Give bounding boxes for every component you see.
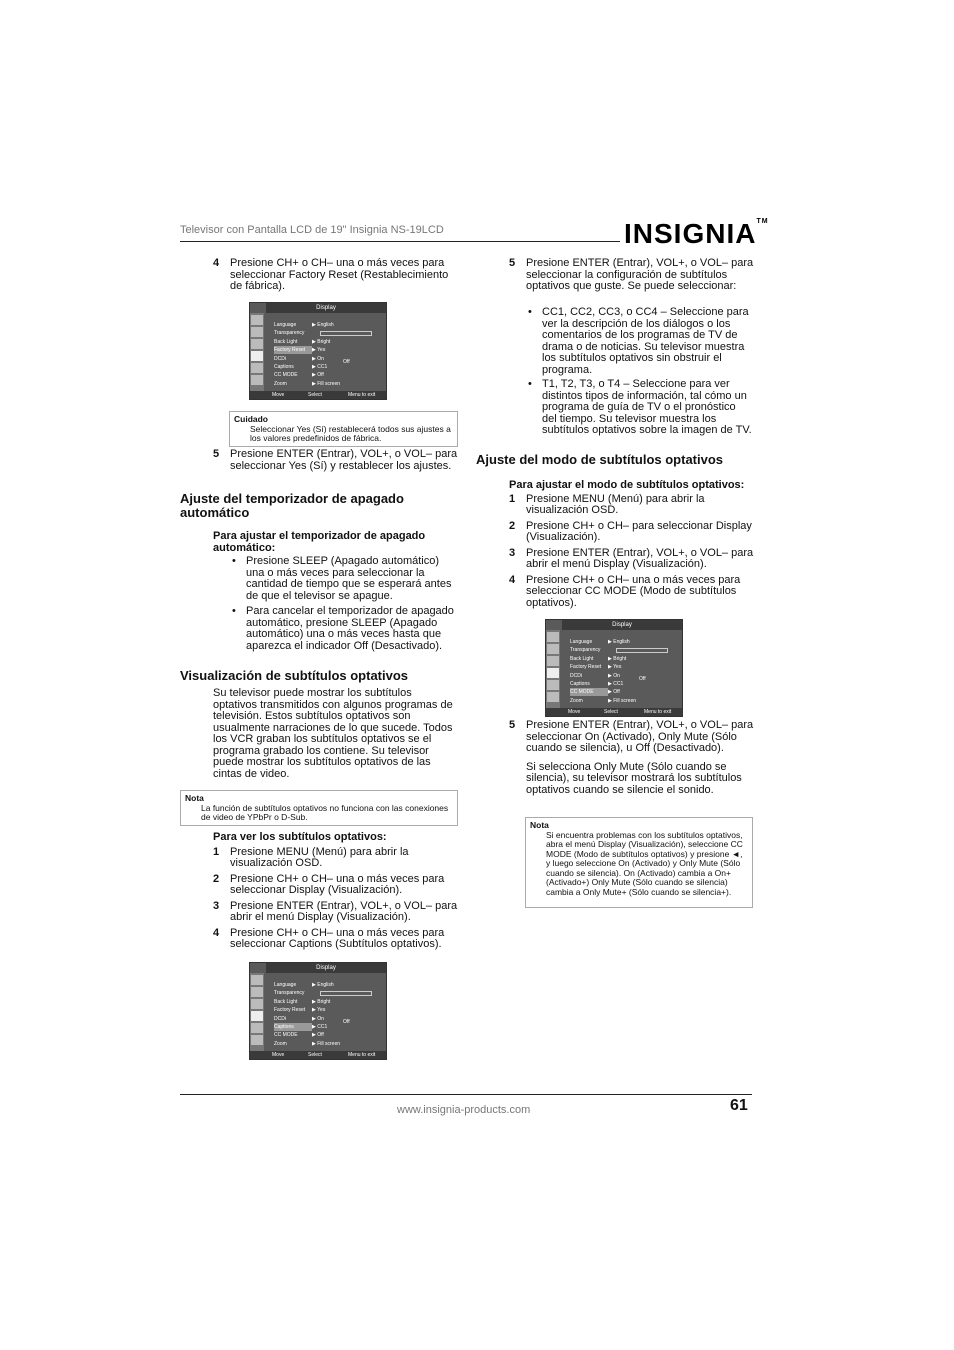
caution-text: Seleccionar Yes (Sí) restablecerá todos sus ajustes a los valores predefinidos de fábrica.: [250, 423, 451, 443]
osd-side-icon: [547, 632, 559, 642]
subheading-caption-mode: Para ajustar el modo de subtítulos optativos:: [509, 479, 745, 491]
osd-title: Display: [266, 963, 386, 973]
osd-row: Zoom: [274, 1040, 287, 1047]
header-title: Televisor con Pantalla LCD de 19" Insignia NS-19LCD: [180, 224, 444, 236]
osd-footer: Move Select Menu to exit: [250, 391, 386, 399]
osd-transparency-bar: [616, 648, 668, 653]
osd-sidebar: [546, 630, 560, 708]
subheading-view-captions: Para ver los subtítulos optativos:: [213, 831, 387, 843]
osd-row: Factory Reset: [570, 664, 602, 671]
note-label-right: Nota: [530, 820, 549, 830]
osd-value: ▶ English: [312, 322, 334, 328]
osd-side-icon: [251, 339, 263, 349]
caution-label: Cuidado: [234, 414, 268, 424]
osd-value: ▶ Bright: [312, 998, 331, 1005]
osd-side-icon: [547, 680, 559, 690]
osd-footer: Move Select Menu to exit: [250, 1051, 386, 1059]
osd-side-icon: [547, 644, 559, 654]
osd-side-icon: [251, 363, 263, 373]
osd-row: Transparency: [570, 647, 601, 654]
note-label: Nota: [185, 793, 204, 803]
osd-row: Back Light: [274, 998, 298, 1005]
view-step-1: 1 Presione MENU (Menú) para abrir la visualización OSD.: [213, 845, 409, 869]
osd-value: ▶ Yes: [312, 1007, 326, 1014]
osd-row: Zoom: [570, 697, 583, 704]
osd-value: ▶ CC1: [608, 681, 624, 687]
osd-value: ▶ Yes: [312, 347, 326, 354]
osd-row: DCDi: [570, 672, 582, 679]
osd-screenshot-factory-reset: [249, 302, 387, 400]
osd-row: Back Light: [274, 338, 298, 345]
osd-value: ▶ Fill screen: [608, 697, 637, 704]
osd-side-icon: [547, 692, 559, 702]
heading-sleep-timer: Ajuste del temporizador de apagado automático: [180, 491, 404, 520]
osd-side-icon: [251, 987, 263, 997]
osd-footer: Move Select Menu to exit: [546, 708, 682, 716]
mode-step-1: 1 Presione MENU (Menú) para abrir la visualización OSD.: [509, 492, 705, 516]
osd-row: Captions: [570, 681, 590, 687]
osd-off-label: Off: [343, 1018, 350, 1025]
heading-caption-mode: Ajuste del modo de subtítulos optativos: [476, 452, 724, 467]
osd-row: DCDi: [274, 1015, 286, 1022]
osd-value: ▶ On: [312, 1015, 324, 1022]
osd-value: ▶ Bright: [312, 338, 331, 345]
osd-value: ▶ On: [312, 355, 324, 362]
osd-row: Zoom: [274, 380, 287, 387]
osd-transparency-bar: [320, 331, 372, 336]
osd-side-icon: [251, 351, 263, 361]
view-step-2: 2 Presione CH+ o CH– una o más veces para seleccionar Display (Visualización).: [213, 872, 445, 896]
osd-side-icon: [251, 375, 263, 385]
header-rule: [180, 241, 620, 242]
osd-row: CC MODE: [570, 688, 608, 696]
bullet-cc-modes: • CC1, CC2, CC3, o CC4 – Seleccione para ver la descripción de los diálogos o los comentarios de los programas de TV de drama o de noticias. Su televisor muestra los subtítulos optativos sin obstruir el programa.: [528, 306, 749, 376]
osd-title: Display: [266, 303, 386, 313]
osd-side-icon: [547, 656, 559, 666]
caution-box: [229, 411, 458, 447]
mode-step-4: 4 Presione CH+ o CH– una o más veces para seleccionar CC MODE (Modo de subtítulos optativos).: [509, 573, 741, 609]
osd-value: ▶ Fill screen: [312, 380, 341, 387]
osd-side-icon: [547, 668, 559, 678]
osd-row: Language: [274, 982, 297, 988]
osd-side-icon: [251, 327, 263, 337]
osd-row: Back Light: [570, 655, 594, 662]
osd-sidebar: [250, 313, 264, 391]
paragraph-only-mute: Si selecciona Only Mute (Sólo cuando se silencia), su televisor mostrará los subtítulos optativos cuando se silencie el sonido.: [526, 760, 742, 796]
osd-screenshot-cc-mode: [545, 619, 683, 717]
note-box-ypbpr: [180, 790, 458, 826]
step-5-select-caption: 5 Presione ENTER (Entrar), VOL+, o VOL– para seleccionar la configuración de subtítulos optativos que guste. Se puede seleccionar:: [509, 257, 754, 292]
note-text: La función de subtítulos optativos no funciona con las conexiones de video de YPbPr o D-Sub.: [201, 802, 449, 822]
osd-transparency-bar: [320, 991, 372, 996]
osd-value: ▶ Off: [312, 1032, 324, 1039]
note-text-right: Si encuentra problemas con los subtítulos optativos, abra el menú Display (Visualización), seleccione CC MODE (Modo de subtítulos optativos) y presione ◄, y luego seleccione On (Activado) y Only Mute (Sólo cuando se silencia). On (Activado) cambia a On+ (Activado+) Only Mute (Sólo cuando se silencia) cambia a Only Mute+ (Sólo cuando se silencia+).: [546, 829, 743, 897]
osd-row: Captions: [274, 1023, 312, 1031]
footer-rule: [180, 1094, 752, 1095]
osd-row: Factory Reset: [274, 1007, 306, 1014]
insignia-logo: INSIGNIA™: [624, 218, 769, 249]
osd-row: CC MODE: [274, 372, 298, 379]
footer-url: www.insignia-products.com: [397, 1104, 531, 1116]
osd-row: Transparency: [274, 990, 305, 997]
osd-value: ▶ Bright: [608, 655, 627, 662]
osd-value: ▶ English: [608, 639, 630, 645]
osd-side-icon: [251, 999, 263, 1009]
osd-off-label: Off: [639, 675, 646, 682]
osd-off-label: Off: [343, 358, 350, 365]
bullet-sleep-set: • Presione SLEEP (Apagado automático) una o más veces para seleccionar la cantidad de tiempo que se esperará antes de que el televisor se apague.: [232, 555, 452, 602]
step-5-reset: 5 Presione ENTER (Entrar), VOL+, o VOL– para seleccionar Yes (Sí) y restablecer los ajustes.: [213, 448, 458, 472]
osd-row: Factory Reset: [274, 346, 312, 354]
mode-step-5: 5 Presione ENTER (Entrar), VOL+, o VOL– para seleccionar On (Activado), Only Mute (Sólo cuando se silencia), u Off (Desactivado).: [509, 719, 754, 754]
osd-side-icon: [251, 1035, 263, 1045]
osd-row: DCDi: [274, 355, 286, 362]
osd-value: ▶ Fill screen: [312, 1040, 341, 1047]
bullet-t-modes: • T1, T2, T3, o T4 – Seleccione para ver distintos tipos de información, tal cómo un programa de guía de TV o el pronóstico del tiempo. Su televisor muestra los subtítulos optativos sobre la imagen de TV.: [528, 378, 752, 436]
osd-side-icon: [251, 1011, 263, 1021]
mode-step-2: 2 Presione CH+ o CH– para seleccionar Display (Visualización).: [509, 519, 752, 543]
osd-value: ▶ Off: [312, 372, 324, 379]
osd-value: ▶ Yes: [608, 664, 622, 671]
osd-side-icon: [251, 975, 263, 985]
osd-value: ▶ On: [608, 672, 620, 679]
osd-row: Transparency: [274, 330, 305, 337]
osd-value: ▶ CC1: [312, 364, 328, 370]
osd-side-icon: [251, 1023, 263, 1033]
osd-sidebar: [250, 973, 264, 1051]
osd-value: ▶ CC1: [312, 1024, 328, 1030]
note-box-troubleshoot: [525, 817, 753, 908]
subheading-sleep: Para ajustar el temporizador de apagado automático:: [213, 530, 426, 554]
osd-row: Language: [274, 322, 297, 328]
step-4-factory-reset: 4 Presione CH+ o CH– una o más veces para seleccionar Factory Reset (Restablecimiento de fábrica).: [213, 257, 449, 292]
osd-screenshot-captions: [249, 962, 387, 1060]
view-step-4: 4 Presione CH+ o CH– una o más veces para seleccionar Captions (Subtítulos optativos).: [213, 926, 445, 950]
osd-row: CC MODE: [274, 1032, 298, 1039]
heading-closed-captions: Visualización de subtítulos optativos: [180, 668, 409, 683]
mode-step-3: 3 Presione ENTER (Entrar), VOL+, o VOL– para abrir el menú Display (Visualización).: [509, 546, 754, 570]
osd-value: ▶ English: [312, 982, 334, 988]
osd-row: Captions: [274, 364, 294, 370]
osd-value: ▶ Off: [608, 689, 620, 696]
paragraph-closed-captions: Su televisor puede mostrar los subtítulos optativos transmitidos con algunos programas de televisión. Estos subtítulos optativos son usualmente narraciones de lo que sucede. Todos los VCR graban los subtítulos optativos se el programa grabado los contiene. Su televisor puede mostrar los subtítulos optativos de las cintas de video.: [213, 687, 453, 780]
osd-row: Language: [570, 639, 593, 645]
bullet-sleep-cancel: • Para cancelar el temporizador de apagado automático, presione SLEEP (Apagado automático) una o más veces hasta que aparezca el indicador Off (Desactivado).: [232, 605, 454, 652]
page-number: 61: [730, 1097, 748, 1114]
left-column-top: [213, 258, 458, 293]
osd-title: Display: [562, 620, 682, 630]
view-step-3: 3 Presione ENTER (Entrar), VOL+, o VOL– para abrir el menú Display (Visualización).: [213, 899, 458, 923]
osd-side-icon: [251, 315, 263, 325]
